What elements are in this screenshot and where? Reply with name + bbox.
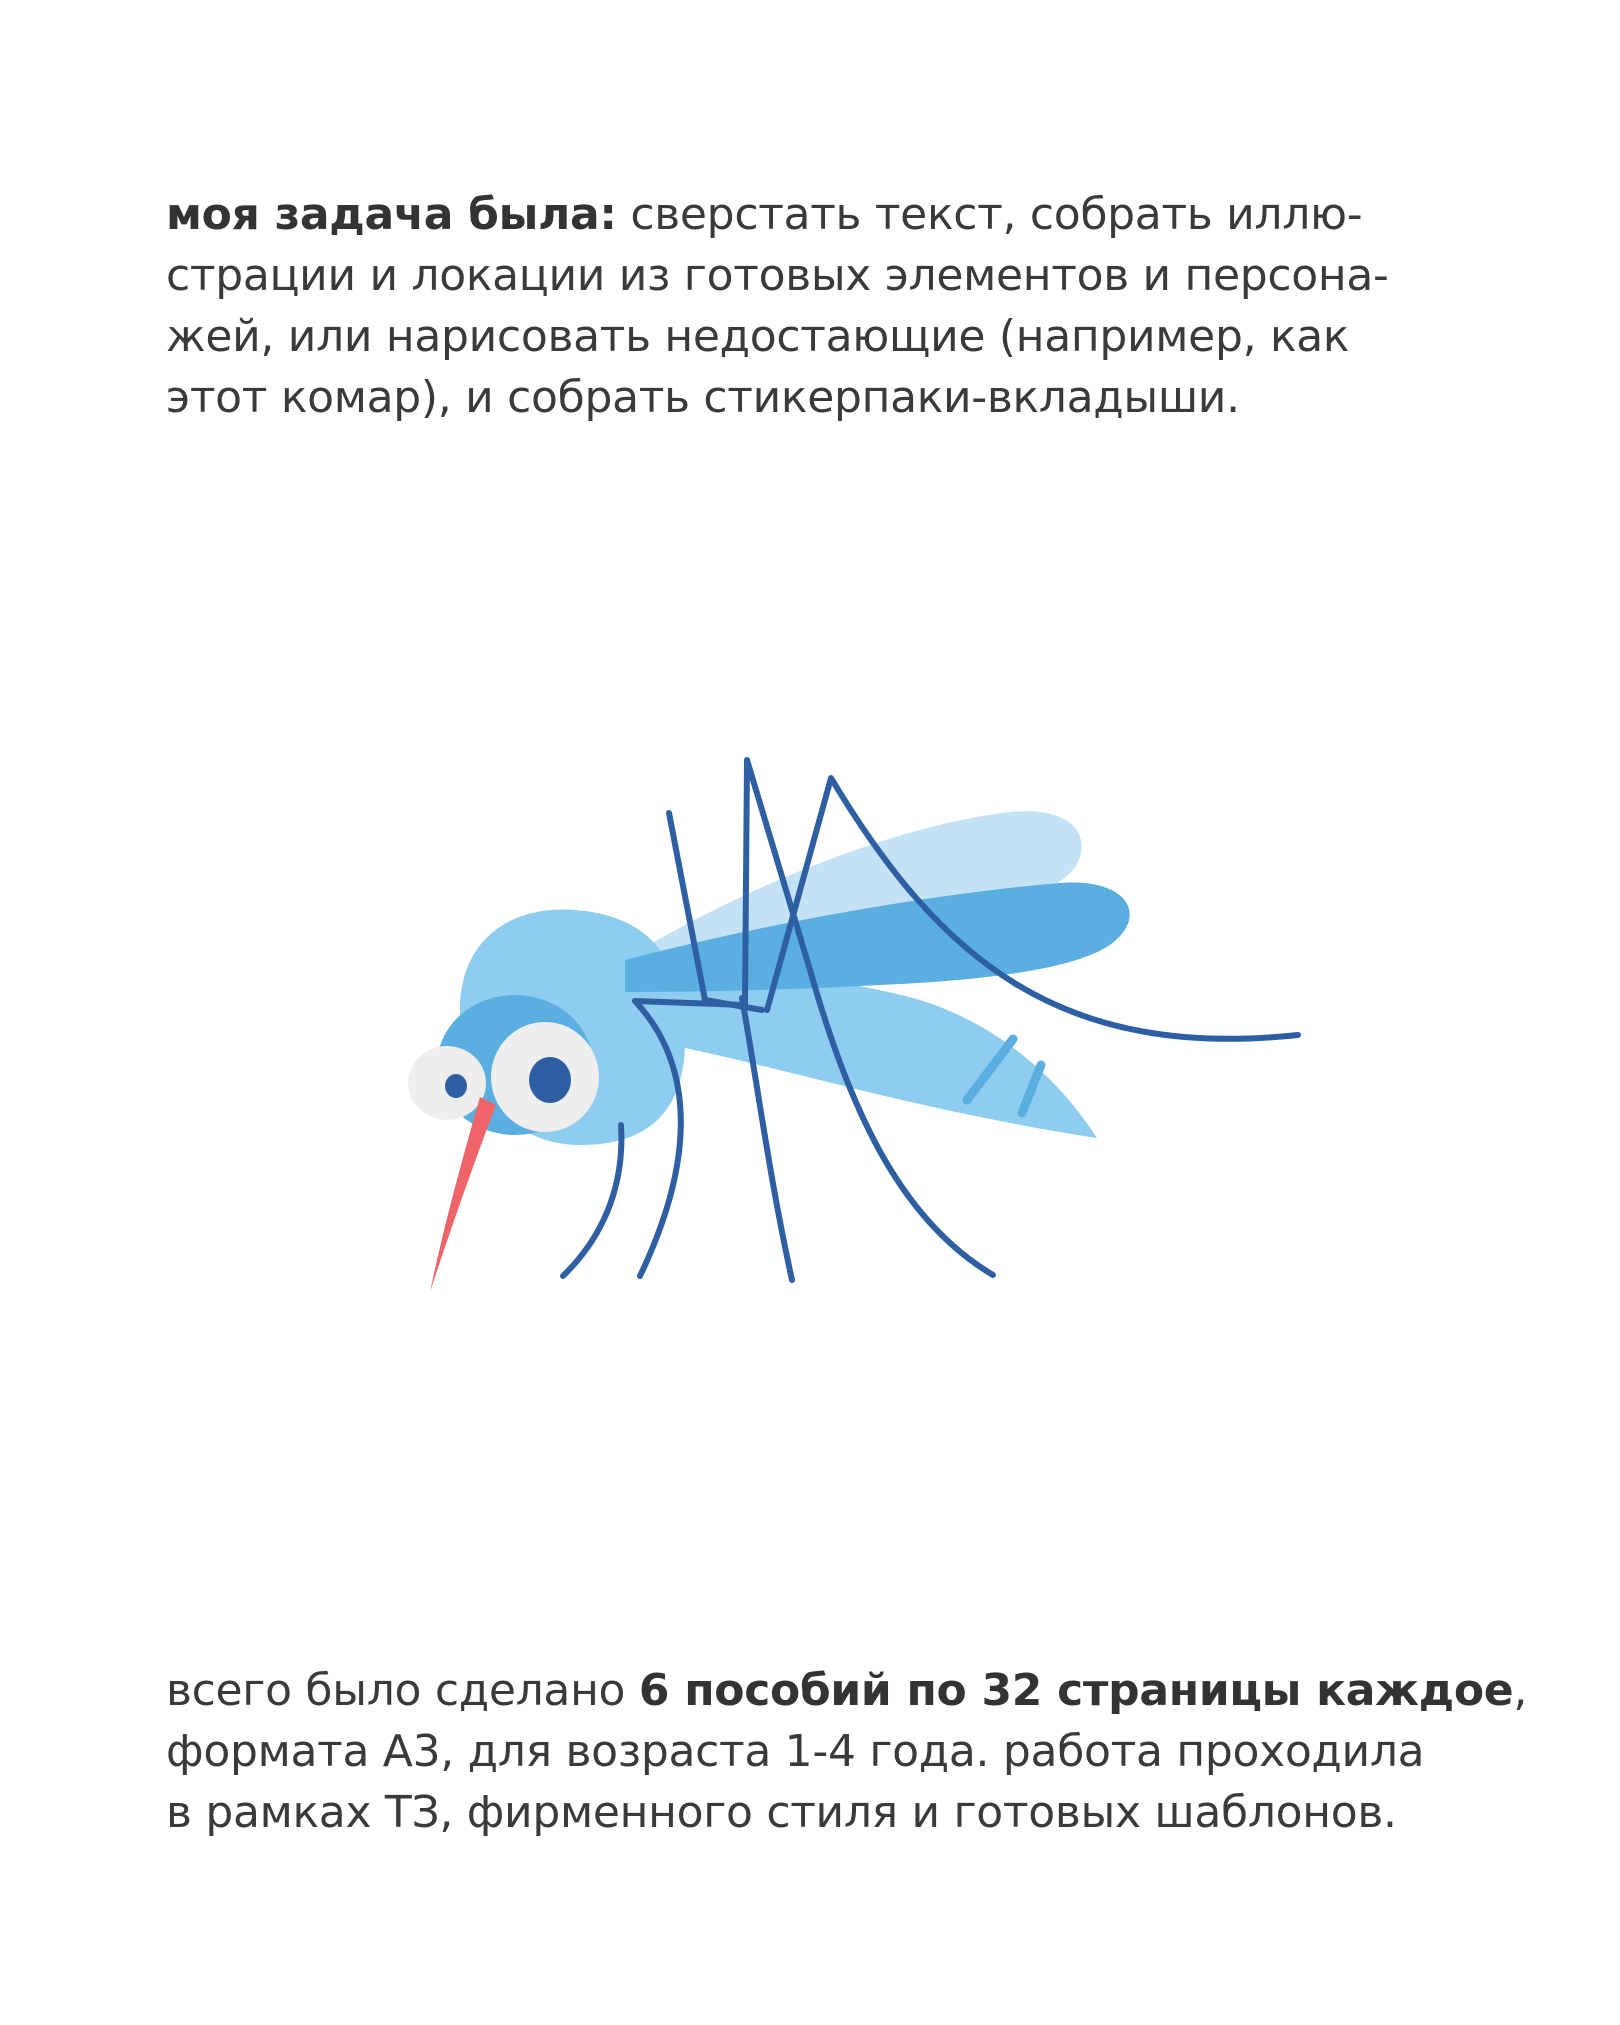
mosquito-proboscis — [430, 1097, 496, 1292]
intro-line-3: жей, или нарисовать недостающие (например, как — [166, 311, 1350, 362]
leg-1 — [563, 1125, 621, 1276]
intro-lead: моя задача была: — [166, 189, 617, 240]
mosquito-body — [460, 910, 685, 1145]
intro-line-1 — [166, 184, 1496, 245]
leg-2 — [635, 1001, 681, 1276]
mosquito-head — [437, 995, 593, 1135]
abdomen-stripe-1 — [967, 1039, 1013, 1100]
left-eye-pupil — [445, 1074, 467, 1098]
mosquito-abdomen — [640, 974, 1097, 1138]
abdomen-stripe-2 — [1022, 1065, 1041, 1113]
right-eye-pupil — [529, 1057, 571, 1103]
summary-paragraph — [166, 1660, 1528, 1843]
intro-line-4: этот комар), и собрать стикерпаки-вкладыши. — [166, 372, 1240, 423]
summary-line-3: в рамках ТЗ, фирменного стиля и готовых шаблонов. — [166, 1787, 1397, 1838]
summary-line-2: формата А3, для возраста 1-4 года. работа проходила — [166, 1726, 1425, 1777]
summary-line-1 — [166, 1660, 1528, 1721]
leg-3 — [742, 998, 792, 1280]
summary-line-1-end: , — [1513, 1665, 1528, 1716]
leg-6 — [767, 778, 1298, 1039]
intro-line-1-rest: сверстать текст, собрать иллю- — [616, 189, 1363, 240]
summary-highlight: 6 пособий по 32 страницы каждое — [638, 1665, 1514, 1716]
intro-paragraph — [166, 184, 1496, 428]
summary-line-1-start: всего было сделано — [166, 1665, 639, 1716]
leg-4 — [669, 813, 762, 1010]
intro-line-2: страции и локации из готовых элементов и персона- — [166, 250, 1389, 301]
mosquito-front-wing — [625, 883, 1130, 992]
left-eye-white — [408, 1046, 486, 1120]
mosquito-back-wing — [640, 811, 1082, 965]
mosquito-legs — [563, 760, 1298, 1280]
leg-5 — [635, 760, 993, 1275]
right-eye-white — [491, 1022, 599, 1132]
